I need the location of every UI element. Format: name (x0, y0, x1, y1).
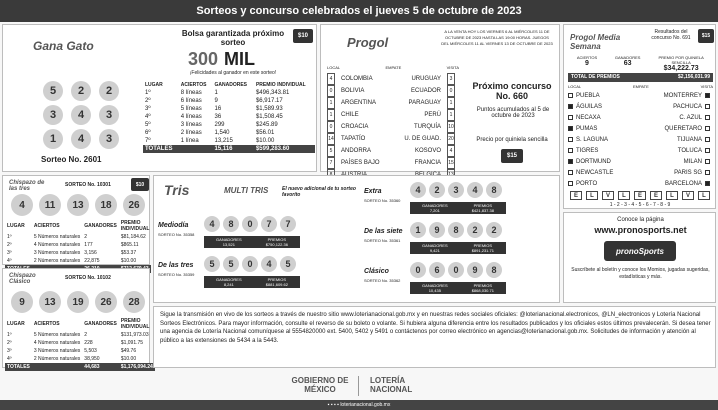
resultados-concurso: Resultados del concurso No. 691 (651, 29, 691, 41)
match-row: 14 TAPATÍO U. DE GUAD. 20 (325, 133, 461, 145)
bolsa-amount-row (188, 49, 255, 70)
grid-cell: 5 (43, 81, 63, 101)
promo-brand: pronoSports (604, 241, 676, 261)
media-column-headers: LOCAL EMPATE VISITA (568, 84, 713, 89)
table-row: 1º 5 Números naturales 2 $131,973.03 (7, 332, 149, 338)
table-row: 3º 3 Números naturales 3,156 $53.37 (7, 250, 137, 256)
chispazo-tres-panel (2, 175, 150, 265)
match-row: NECAXA C. AZUL (568, 113, 713, 124)
social-bar (0, 400, 718, 410)
grid-cell: 2 (99, 81, 119, 101)
col-aciertos: ACIERTOS (180, 82, 207, 88)
table-row: 5º 3 líneas 299 $245.89 (145, 122, 278, 128)
tris-draw-tres: De las tres SORTEO No. 35359 5 5 0 4 5 GANADORES 8,241 PREMIOS $881,609.62 (158, 256, 348, 292)
chispazo-price-badge: $10 (131, 178, 149, 191)
progol-panel (320, 24, 560, 172)
match-row: 1 ARGENTINA PARAGUAY 1 (325, 97, 461, 109)
col-ganadores: GANADORES (214, 82, 248, 88)
result-letters: E L V L E E L V L (570, 191, 710, 200)
col-lugar: LUGAR (145, 82, 163, 88)
bolsa-unit: MIL (224, 49, 256, 69)
chispazo-tres-logo: Chispazo de las tres (9, 180, 45, 192)
gana-gato-sorteo: Sorteo No. 2601 (41, 155, 102, 164)
match-row: 0 CROACIA TURQUÍA 10 (325, 121, 461, 133)
bolsa-amount: 300 (188, 49, 219, 69)
tris-panel (153, 175, 560, 303)
grid-cell: 2 (71, 81, 91, 101)
puntos-acumulados: Puntos acumulados al 5 de octubre de 2023 (476, 107, 550, 119)
table-row: 7º 1 línea 13,215 $10.00 (145, 138, 275, 144)
gana-gato-logo: Gana Gato (33, 39, 94, 53)
tris-tagline: El nuevo adicional de tu sorteo favorito (282, 186, 356, 198)
bolsa-title: Bolsa garantizada próximo sorteo (181, 29, 285, 47)
match-row: 4 COLOMBIA URUGUAY 3 (325, 73, 461, 85)
tris-draw-clasico: Clásico SORTEO No. 35362 0 6 0 9 8 GANADORES 10,435 PREMIOS $868,030.71 (364, 262, 556, 298)
ball: 9 (11, 291, 33, 313)
tris-draw-mediodia: Mediodía SORTEO No. 35358 4 8 0 7 7 GANADORES 13,521 PREMIOS $750,122.36 (158, 216, 348, 252)
tris-draw-siete: De las siete SORTEO No. 35361 1 9 8 2 2 GANADORES 9,421 PREMIOS $891,231.71 (364, 222, 556, 258)
multi-tris-logo: MULTI TRIS (224, 186, 269, 195)
table-row: 1º 8 líneas 1 $496,343.81 (145, 90, 290, 96)
ball: 13 (67, 194, 89, 216)
total-premios: TOTAL DE PREMIOS $2,156,031.99 (568, 73, 713, 82)
match-row: S. LAGUNA TIJUANA (568, 135, 713, 146)
promo-url[interactable]: www.pronosports.net (594, 225, 687, 235)
gobierno-logo: GOBIERNO DE MÉXICO (291, 376, 349, 394)
match-row: 7 PAÍSES BAJO FRANCIA 15 (325, 157, 461, 169)
promo-conoce: Conoce la página (617, 217, 664, 223)
grid-cell: 3 (43, 105, 63, 125)
match-row: PORTO BARCELONA (568, 179, 713, 190)
ball: 26 (123, 194, 145, 216)
grid-cell: 4 (71, 129, 91, 149)
table-row: 4º 2 Números naturales 22,875 $10.00 (7, 258, 137, 264)
match-row: PUMAS QUERETARO (568, 124, 713, 135)
chispazo-clasico-table: LUGAR ACIERTOS GANADORES PREMIO INDIVIDUAL 1º 5 Números naturales 2 $131,973.03 2º 4 Números naturales 228 $1,091.75 3º 3 Números naturales 5,503 $49.76 4º 2 Números naturales 38,950 $10.00 TOTALES 44,683 $1,176,094.24 (7, 318, 153, 370)
promo-suscribe: Suscríbete al boletín y conoce los Momios, jugadas sugeridas, estadísticas y más. (571, 267, 710, 280)
col-premio: PREMIO INDIVIDUAL (255, 82, 306, 88)
table-row: 2º 4 Números naturales 177 $865.11 (7, 242, 139, 248)
grid-cell: 4 (71, 105, 91, 125)
totals-row: TOTALES 15,116 $599,283.60 (143, 145, 315, 153)
progol-logo: Progol (347, 35, 389, 50)
promo-panel (563, 212, 716, 303)
media-matches (568, 91, 713, 190)
table-row: 3º 5 líneas 16 $1,589.93 (145, 106, 283, 112)
table-row: 1º 5 Números naturales 2 $81,184.62 (7, 234, 146, 240)
ball: 19 (67, 291, 89, 313)
match-row: 5 ANDORRA KOSOVO 4 (325, 145, 461, 157)
match-row: ÁGUILAS PACHUCA (568, 102, 713, 113)
chispazo-clasico-balls (11, 291, 145, 313)
progol-media-price-badge: $15 (698, 29, 714, 43)
table-row: 2º 4 Números naturales 228 $1,091.75 (7, 340, 144, 346)
match-row: 1 CHILE PERÚ 1 (325, 109, 461, 121)
match-row: 0 BOLIVIA ECUADOR 0 (325, 85, 461, 97)
progol-info: A LA VENTA HOY LOS VIERNES 6 AL MIÉRCOLES 11 DE OCTUBRE DE 2023 HASTA LAS 19:00 HORAS. JUEGOS DEL MIÉRCOLES 11 AL VIERNES 13 DE OCTUBRE DE 2023 (441, 29, 553, 46)
progol-column-headers: LOCAL EMPATE VISITA (327, 65, 459, 70)
footer-text: Sigue la transmisión en vivo de los sorteos a través de nuestro sitio www.loterianacional.gob.mx y en nuestras redes sociales oficiales: @loterianacional.electronicos, @LN_electronicos y Lotería Nacional Sorteos Electrónicos. Para mayor información, consulte el reverso de su boleto o volante. Si hubiera alguna diferencia entre los resultados publicados y los oficiales estos últimos prevalecerán. Si desea tener una agencia de Lotería Nacional comuníquese al 5554820000 ext. 5400, 5402 y 5491 o contáctenos por correo electrónico en agencias@loterianacional.gob.mx. Solicitudes de información y atención al público a las extensiones de 5434 a la 5443. (160, 312, 711, 344)
grid-cell: 3 (99, 105, 119, 125)
social-icons: ▪ ▪ ▪ ▪ (327, 402, 341, 408)
chispazo-tres-table: LUGAR ACIERTOS GANADORES PREMIO INDIVIDUAL 1º 5 Números naturales 2 $81,184.62 2º 4 Números naturales 177 $865.11 3º 3 Números naturales 3,156 $53.37 4º 2 Números naturales 22,875 $10.00 (5, 219, 151, 273)
logo-divider (358, 376, 359, 396)
tris-logo: Tris (164, 182, 190, 198)
progol-media-panel (563, 24, 716, 209)
chispazo-tres-sorteo: SORTEO No. 10301 (65, 182, 111, 188)
chispazo-clasico-logo: Chispazo Clásico (9, 273, 36, 285)
ball: 26 (95, 291, 117, 313)
loteria-logo: LOTERÍA NACIONAL (370, 376, 413, 394)
gana-gato-price-badge: $10 (293, 29, 313, 43)
precio-quiniela: Precio por quiniela sencilla (476, 137, 548, 143)
grid-cell: 3 (99, 129, 119, 149)
match-row: DORTMUND MILAN (568, 157, 713, 168)
summary-row: ACIERTOS 9 GANADORES 63 PREMIO POR QUINIELA SENCILLA $34,222.73 (576, 55, 704, 72)
progol-matches (325, 73, 461, 181)
progol-price-badge: $15 (501, 149, 523, 163)
match-row: PUEBLA MONTERREY (568, 91, 713, 102)
ball: 11 (39, 194, 61, 216)
bolsa-note: ¡Felicidades al ganador en este sorteo! (189, 70, 277, 76)
result-sequence: 1 - 2 - 3 - 4 - 5 - 6 - 7 - 8 - 9 (609, 202, 671, 208)
totals-row: TOTALES 44,683 $1,176,094.24 (7, 364, 153, 370)
table-row: 2º 6 líneas 9 $6,917.17 (145, 98, 283, 104)
match-row: NEWCASTLE PARIS SG (568, 168, 713, 179)
gato-grid (43, 81, 123, 149)
ball: 13 (39, 291, 61, 313)
chispazo-tres-balls (11, 194, 145, 216)
match-row: TIGRES TOLUCA (568, 146, 713, 157)
ball: 4 (11, 194, 33, 216)
chispazo-clasico-panel (2, 268, 153, 370)
table-row: 6º 2 líneas 1,540 $56.01 (145, 130, 275, 136)
gana-gato-table (143, 81, 315, 153)
grid-cell: 1 (43, 129, 63, 149)
page-title: Sorteos y concurso celebrados el jueves 5 de octubre de 2023 (0, 0, 718, 22)
gana-gato-panel (2, 24, 317, 172)
footer-notice (153, 306, 716, 368)
table-row: 4º 2 Números naturales 38,950 $10.00 (7, 356, 137, 362)
ball: 18 (95, 194, 117, 216)
ball: 28 (123, 291, 145, 313)
chispazo-clasico-sorteo: SORTEO No. 10102 (65, 275, 111, 281)
social-url[interactable]: loterianacional.gob.mx (340, 402, 391, 408)
tris-draw-extra: Extra SORTEO No. 35360 4 2 3 4 8 GANADORES 7,201 PREMIOS $421,837.38 (364, 182, 556, 218)
table-row: 4º 4 líneas 36 $1,508.45 (145, 114, 283, 120)
table-row: 3º 3 Números naturales 5,503 $49.76 (7, 348, 137, 354)
progol-media-logo: Progol Media Semana (570, 33, 621, 51)
proximo-concurso: Próximo concurso No. 660 (472, 81, 552, 101)
